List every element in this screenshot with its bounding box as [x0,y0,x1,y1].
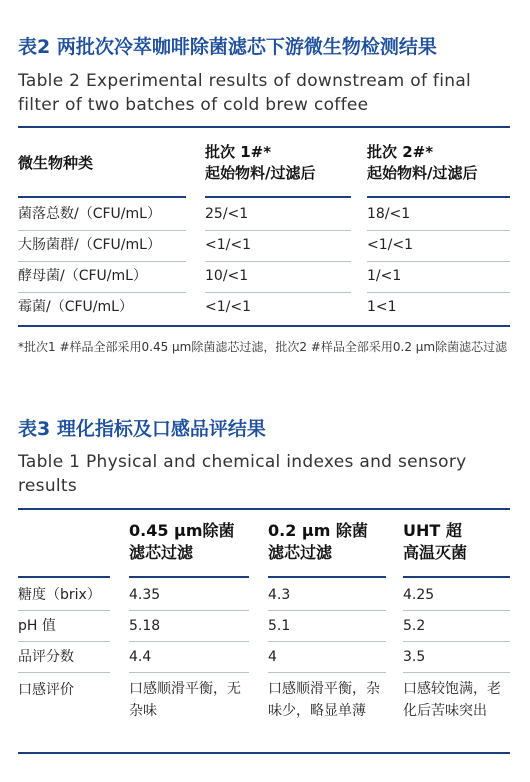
table3-header-02um: 0.2 μm 除菌 滤芯过滤 [268,521,368,562]
table3-row2-02um: 5.1 [268,618,291,634]
table2-row-divider [367,261,510,262]
table2-header-rule-col1 [18,196,186,198]
table3-row-divider [268,610,386,611]
table3-row1-045um: 4.35 [129,587,161,603]
table3-header-rule-col3 [268,576,386,578]
table3-row1-02um: 4.3 [268,587,291,603]
table3-row-divider [403,610,510,611]
table3-top-rule [18,508,510,510]
table2-row-divider [367,292,510,293]
table2-row-divider [205,261,351,262]
table3-row4-uht: 口感较饱满，老化后苦味突出 [403,681,501,719]
table2-header-rule-col3 [367,196,510,198]
table2-row3-batch1: 10/<1 [205,268,249,284]
table2-row3-label: 酵母菌/（CFU/mL） [18,268,147,284]
table2-row4-batch2: 1<1 [367,299,397,315]
table3-row-divider [268,672,386,673]
table2-row3-batch2: 1/<1 [367,268,402,284]
table3-row3-uht: 3.5 [403,649,426,665]
table2-row-divider [367,230,510,231]
table3-row1-uht: 4.25 [403,587,435,603]
table2-header-rule-col2 [205,196,351,198]
table2-row-divider [18,261,186,262]
table3-row-divider [129,672,249,673]
table2-english-caption: Table 2 Experimental results of downstream of final filter of two batches of cold brew coffee [18,71,472,115]
table3-row-divider [129,641,249,642]
table3-row1-label: 糖度（brix） [18,587,101,603]
table3-row-divider [18,641,110,642]
table2-top-rule [18,126,510,128]
table3-row-divider [18,610,110,611]
table2-row1-batch1: 25/<1 [205,206,249,222]
table2-bottom-rule [18,325,510,327]
table2-header-microbe-type: 微生物种类 [18,154,94,172]
table3-row4-label: 口感评价 [18,682,74,698]
table2-row4-label: 霉菌/（CFU/mL） [18,299,133,315]
table2-header-batch1: 批次 1#* 起始物料/过滤后 [205,143,316,182]
table3-row-divider [403,672,510,673]
table2-row-divider [205,230,351,231]
table3-row-divider [129,610,249,611]
table3-header-045um: 0.45 μm除菌 滤芯过滤 [129,521,235,562]
table2-row-divider [18,230,186,231]
table3-row2-uht: 5.2 [403,618,426,634]
table3-row3-045um: 4.4 [129,649,152,665]
table3-header-uht: UHT 超 高温灭菌 [403,521,468,562]
table2-row1-batch2: 18/<1 [367,206,411,222]
table3-row2-label: pH 值 [18,618,56,634]
table3-header-rule-col1 [18,576,110,578]
table3-bottom-rule [18,752,510,754]
table2-row2-batch1: <1/<1 [205,237,251,253]
table3-row4-02um: 口感顺滑平衡，杂味少，略显单薄 [268,681,380,719]
table3-row3-label: 品评分数 [18,649,74,665]
table2-row1-label: 菌落总数/（CFU/mL） [18,206,161,222]
table3-row4-045um: 口感顺滑平衡，无杂味 [129,681,241,719]
table3-english-caption: Table 1 Physical and chemical indexes and sensory results [18,452,467,496]
table2-row4-batch1: <1/<1 [205,299,251,315]
table2-row-divider [205,292,351,293]
table3-row-divider [268,641,386,642]
table2-row2-batch2: <1/<1 [367,237,413,253]
table2-title: 表2 两批次冷萃咖啡除菌滤芯下游微生物检测结果 [18,36,437,58]
table2-header-batch2: 批次 2#* 起始物料/过滤后 [367,143,478,182]
table3-row2-045um: 5.18 [129,618,161,634]
table3-header-rule-col4 [403,576,510,578]
table2-footnote: *批次1 #样品全部采用0.45 μm除菌滤芯过滤，批次2 #样品全部采用0.2 μm除菌滤芯过滤 [18,340,508,354]
table3-row-divider [18,672,110,673]
table3-row-divider [403,641,510,642]
table2-row-divider [18,292,186,293]
table3-header-rule-col2 [129,576,249,578]
table3-row3-02um: 4 [268,649,277,665]
table3-title: 表3 理化指标及口感品评结果 [18,418,266,440]
table2-row2-label: 大肠菌群/（CFU/mL） [18,237,161,253]
